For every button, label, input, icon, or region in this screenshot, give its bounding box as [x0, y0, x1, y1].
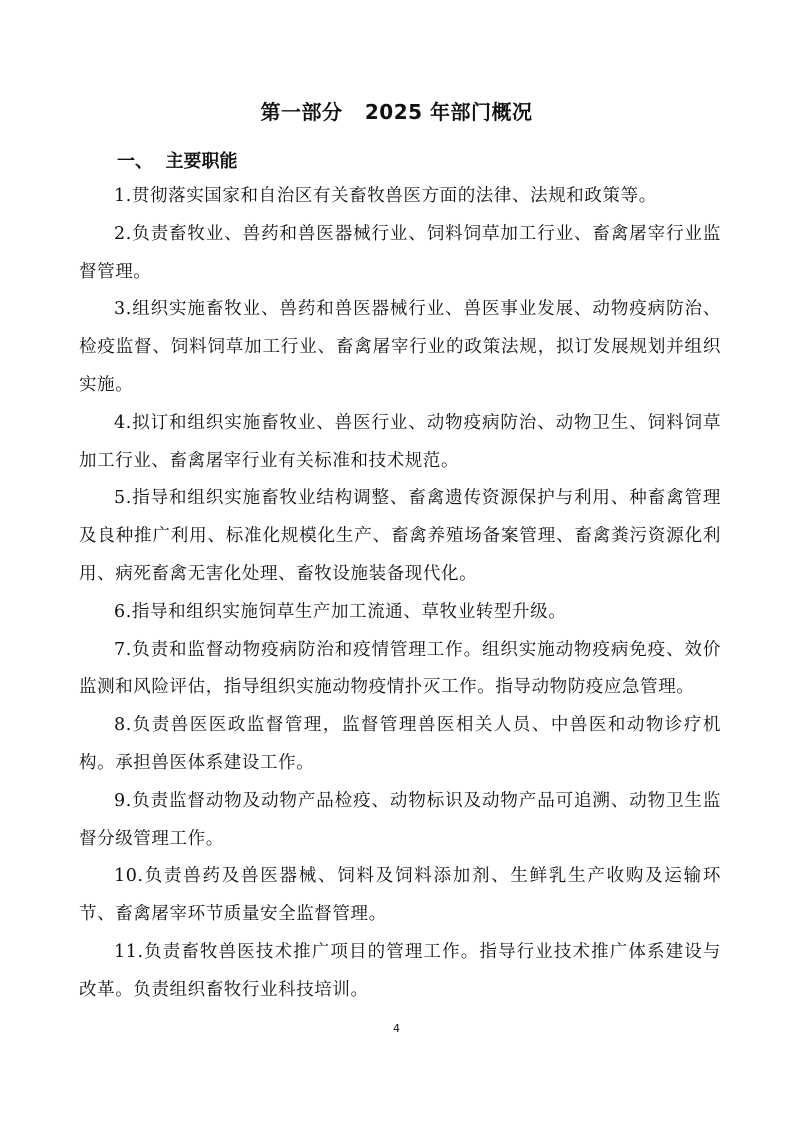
paragraph-2: 2.负责畜牧业、兽药和兽医器械行业、饲料饲草加工行业、畜禽屠宰行业监督管理。 [79, 223, 721, 282]
page-title: 第一部分 2025 年部门概况 [260, 100, 533, 124]
paragraph-4: 4.拟订和组织实施畜牧业、兽医行业、动物疫病防治、动物卫生、饲料饲草加工行业、畜禽屠宰行业有关标准和技术规范。 [79, 412, 721, 471]
paragraph-5: 5.指导和组织实施畜牧业结构调整、畜禽遗传资源保护与利用、种畜禽管理及良种推广利用、标准化规模化生产、畜禽养殖场备案管理、畜禽粪污资源化利用、病死畜禽无害化处理、畜牧设施装备现代化。 [79, 488, 721, 584]
paragraph-3: 3.组织实施畜牧业、兽药和兽医器械行业、兽医事业发展、动物疫病防治、检疫监督、饲料饲草加工行业、畜禽屠宰行业的政策法规，拟订发展规划并组织实施。 [79, 299, 721, 395]
paragraph-7: 7.负责和监督动物疫病防治和疫情管理工作。组织实施动物疫病免疫、效价监测和风险评估，指导组织实施动物疫情扑灭工作。指导动物防疫应急管理。 [79, 639, 721, 698]
paragraph-11: 11.负责畜牧兽医技术推广项目的管理工作。指导行业技术推广体系建设与改革。负责组织畜牧行业科技培训。 [79, 941, 721, 1000]
section-heading: 一、 主要职能 [117, 151, 238, 172]
paragraph-1: 1.贯彻落实国家和自治区有关畜牧兽医方面的法律、法规和政策等。 [114, 186, 657, 206]
paragraph-8: 8.负责兽医医政监督管理，监督管理兽医相关人员、中兽医和动物诊疗机构。承担兽医体系建设工作。 [79, 715, 721, 773]
paragraph-6: 6.指导和组织实施饲草生产加工流通、草牧业转型升级。 [114, 601, 567, 622]
page-number: 4 [393, 1022, 400, 1035]
paragraph-9: 9.负责监督动物及动物产品检疫、动物标识及动物产品可追溯、动物卫生监督分级管理工作。 [79, 790, 721, 849]
document-body [79, 178, 721, 1010]
paragraph-10: 10.负责兽药及兽医器械、饲料及饲料添加剂、生鲜乳生产收购及运输环节、畜禽屠宰环节质量安全监督管理。 [79, 866, 721, 925]
